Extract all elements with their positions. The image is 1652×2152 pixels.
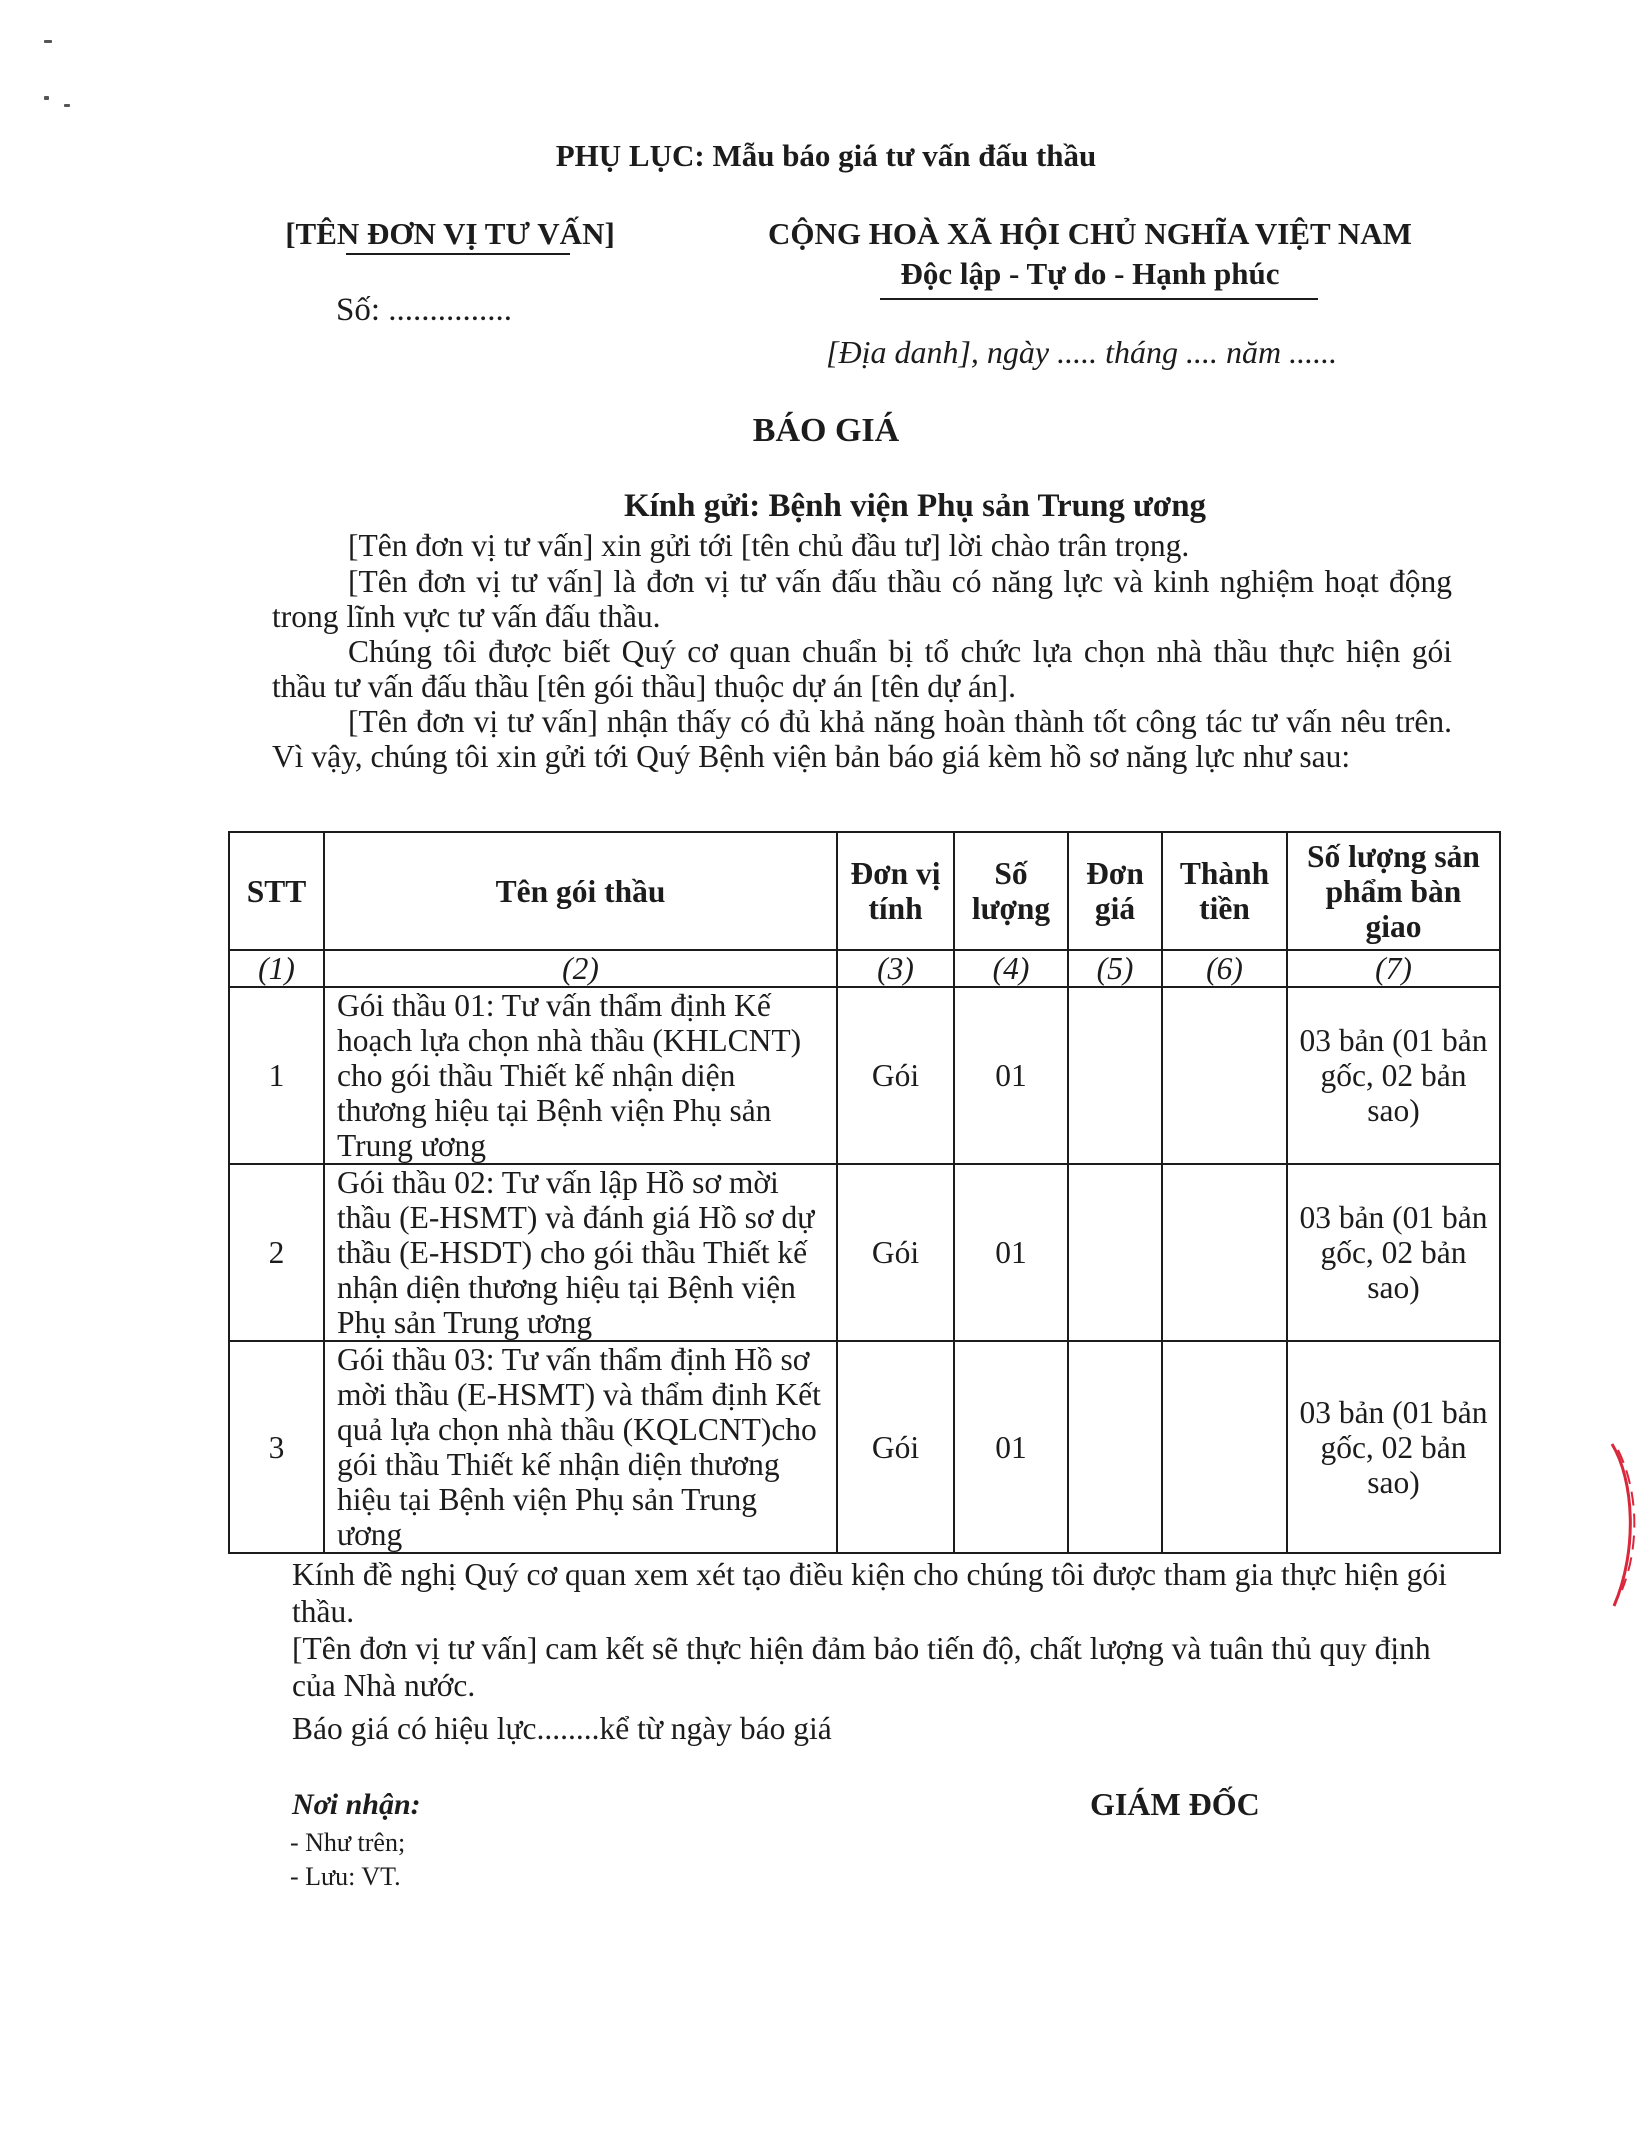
scan-speck (44, 96, 49, 100)
unit-cell: Gói (837, 987, 954, 1164)
total-cell (1162, 1341, 1287, 1553)
quotation-table (228, 831, 1501, 1554)
consultant-org-name: [TÊN ĐƠN VỊ TƯ VẤN] (285, 216, 615, 251)
motto-underline (880, 298, 1318, 300)
scan-speck (64, 104, 70, 107)
paragraph-text: Chúng tôi được biết Quý cơ quan chuẩn bị tổ chức lựa chọn nhà thầu thực hiện gói thầu tư vấn đấu thầu [tên gói thầu] thuộc dự án [tên dự án]. (272, 634, 1452, 704)
column-header: Số lượng sản phẩm bàn giao (1287, 832, 1500, 950)
intro-paragraph (272, 704, 1452, 774)
unit-cell: Gói (837, 1341, 954, 1553)
column-index: (1) (229, 950, 324, 987)
total-cell (1162, 987, 1287, 1164)
quote-validity: Báo giá có hiệu lực........kể từ ngày báo giá (292, 1711, 832, 1746)
scan-speck (44, 40, 52, 43)
recipient-line: Kính gửi: Bệnh viện Phụ sản Trung ương (623, 488, 1207, 524)
table-row (229, 1164, 1500, 1341)
quantity-cell: 01 (954, 987, 1068, 1164)
unit-price-cell (1068, 1341, 1162, 1553)
recipients-title: Nơi nhận: (292, 1788, 421, 1821)
package-name: Gói thầu 01: Tư vấn thẩm định Kế hoạch lựa chọn nhà thầu (KHLCNT) cho gói thầu Thiết kế nhận diện thương hiệu tại Bệnh viện Phụ sản Trung ương (324, 987, 837, 1164)
red-seal-edge (1604, 1440, 1644, 1610)
signature-title: GIÁM ĐỐC (1090, 1786, 1260, 1822)
unit-price-cell (1068, 1164, 1162, 1341)
column-header: Tên gói thầu (324, 832, 837, 950)
column-index-row (229, 950, 1500, 987)
table-header-row (229, 832, 1500, 950)
column-index: (5) (1068, 950, 1162, 987)
row-stt: 3 (229, 1341, 324, 1553)
document-number: Số: ............... (336, 292, 513, 328)
republic-heading: CỘNG HOÀ XÃ HỘI CHỦ NGHĨA VIỆT NAM (768, 216, 1412, 251)
appendix-title: PHỤ LỤC: Mẫu báo giá tư vấn đấu thầu (555, 138, 1097, 173)
closing-request: Kính đề nghị Quý cơ quan xem xét tạo điều kiện cho chúng tôi được tham gia thực hiện gói thầu. (292, 1557, 1447, 1629)
unit-price-cell (1068, 987, 1162, 1164)
column-index: (3) (837, 950, 954, 987)
paragraph-text: [Tên đơn vị tư vấn] là đơn vị tư vấn đấu thầu có năng lực và kinh nghiệm hoạt động trong lĩnh vực tư vấn đấu thầu. (272, 564, 1452, 634)
column-header: Số lượng (954, 832, 1068, 950)
total-cell (1162, 1164, 1287, 1341)
column-header: Đơn giá (1068, 832, 1162, 950)
paragraph-text: [Tên đơn vị tư vấn] xin gửi tới [tên chủ đầu tư] lời chào trân trọng. (348, 528, 1190, 563)
package-name: Gói thầu 02: Tư vấn lập Hồ sơ mời thầu (E-HSMT) và đánh giá Hồ sơ dự thầu (E-HSDT) cho gói thầu Thiết kế nhận diện thương hiệu tại Bệnh viện Phụ sản Trung ương (324, 1164, 837, 1341)
deliverables-cell: 03 bản (01 bản gốc, 02 bản sao) (1287, 987, 1500, 1164)
quantity-cell: 01 (954, 1341, 1068, 1553)
table-row (229, 987, 1500, 1164)
org-name-underline (346, 253, 570, 255)
row-stt: 1 (229, 987, 324, 1164)
national-motto: Độc lập - Tự do - Hạnh phúc (900, 256, 1280, 291)
column-header: Thành tiền (1162, 832, 1287, 950)
intro-paragraph (272, 634, 1452, 704)
column-index: (6) (1162, 950, 1287, 987)
document-title: BÁO GIÁ (752, 412, 900, 449)
deliverables-cell: 03 bản (01 bản gốc, 02 bản sao) (1287, 1341, 1500, 1553)
column-index: (2) (324, 950, 837, 987)
column-index: (4) (954, 950, 1068, 987)
deliverables-cell: 03 bản (01 bản gốc, 02 bản sao) (1287, 1164, 1500, 1341)
quantity-cell: 01 (954, 1164, 1068, 1341)
column-index: (7) (1287, 950, 1500, 987)
column-header: STT (229, 832, 324, 950)
intro-paragraph (272, 564, 1452, 634)
place-and-date: [Địa danh], ngày ..... tháng .... năm ...... (826, 334, 1338, 370)
row-stt: 2 (229, 1164, 324, 1341)
paragraph-text: [Tên đơn vị tư vấn] nhận thấy có đủ khả năng hoàn thành tốt công tác tư vấn nêu trên. Vì vậy, chúng tôi xin gửi tới Quý Bệnh viện bản báo giá kèm hồ sơ năng lực như sau: (272, 704, 1452, 774)
closing-commitment: [Tên đơn vị tư vấn] cam kết sẽ thực hiện đảm bảo tiến độ, chất lượng và tuân thủ quy định của Nhà nước. (292, 1631, 1431, 1703)
table-row (229, 1341, 1500, 1553)
recipient-item: - Như trên; (290, 1828, 406, 1857)
package-name: Gói thầu 03: Tư vấn thẩm định Hồ sơ mời thầu (E-HSMT) và thẩm định Kết quả lựa chọn nhà thầu (KQLCNT)cho gói thầu Thiết kế nhận diện thương hiệu tại Bệnh viện Phụ sản Trung ương (324, 1341, 837, 1553)
recipient-item: - Lưu: VT. (290, 1862, 401, 1891)
unit-cell: Gói (837, 1164, 954, 1341)
column-header: Đơn vị tính (837, 832, 954, 950)
intro-paragraph (272, 528, 1452, 563)
